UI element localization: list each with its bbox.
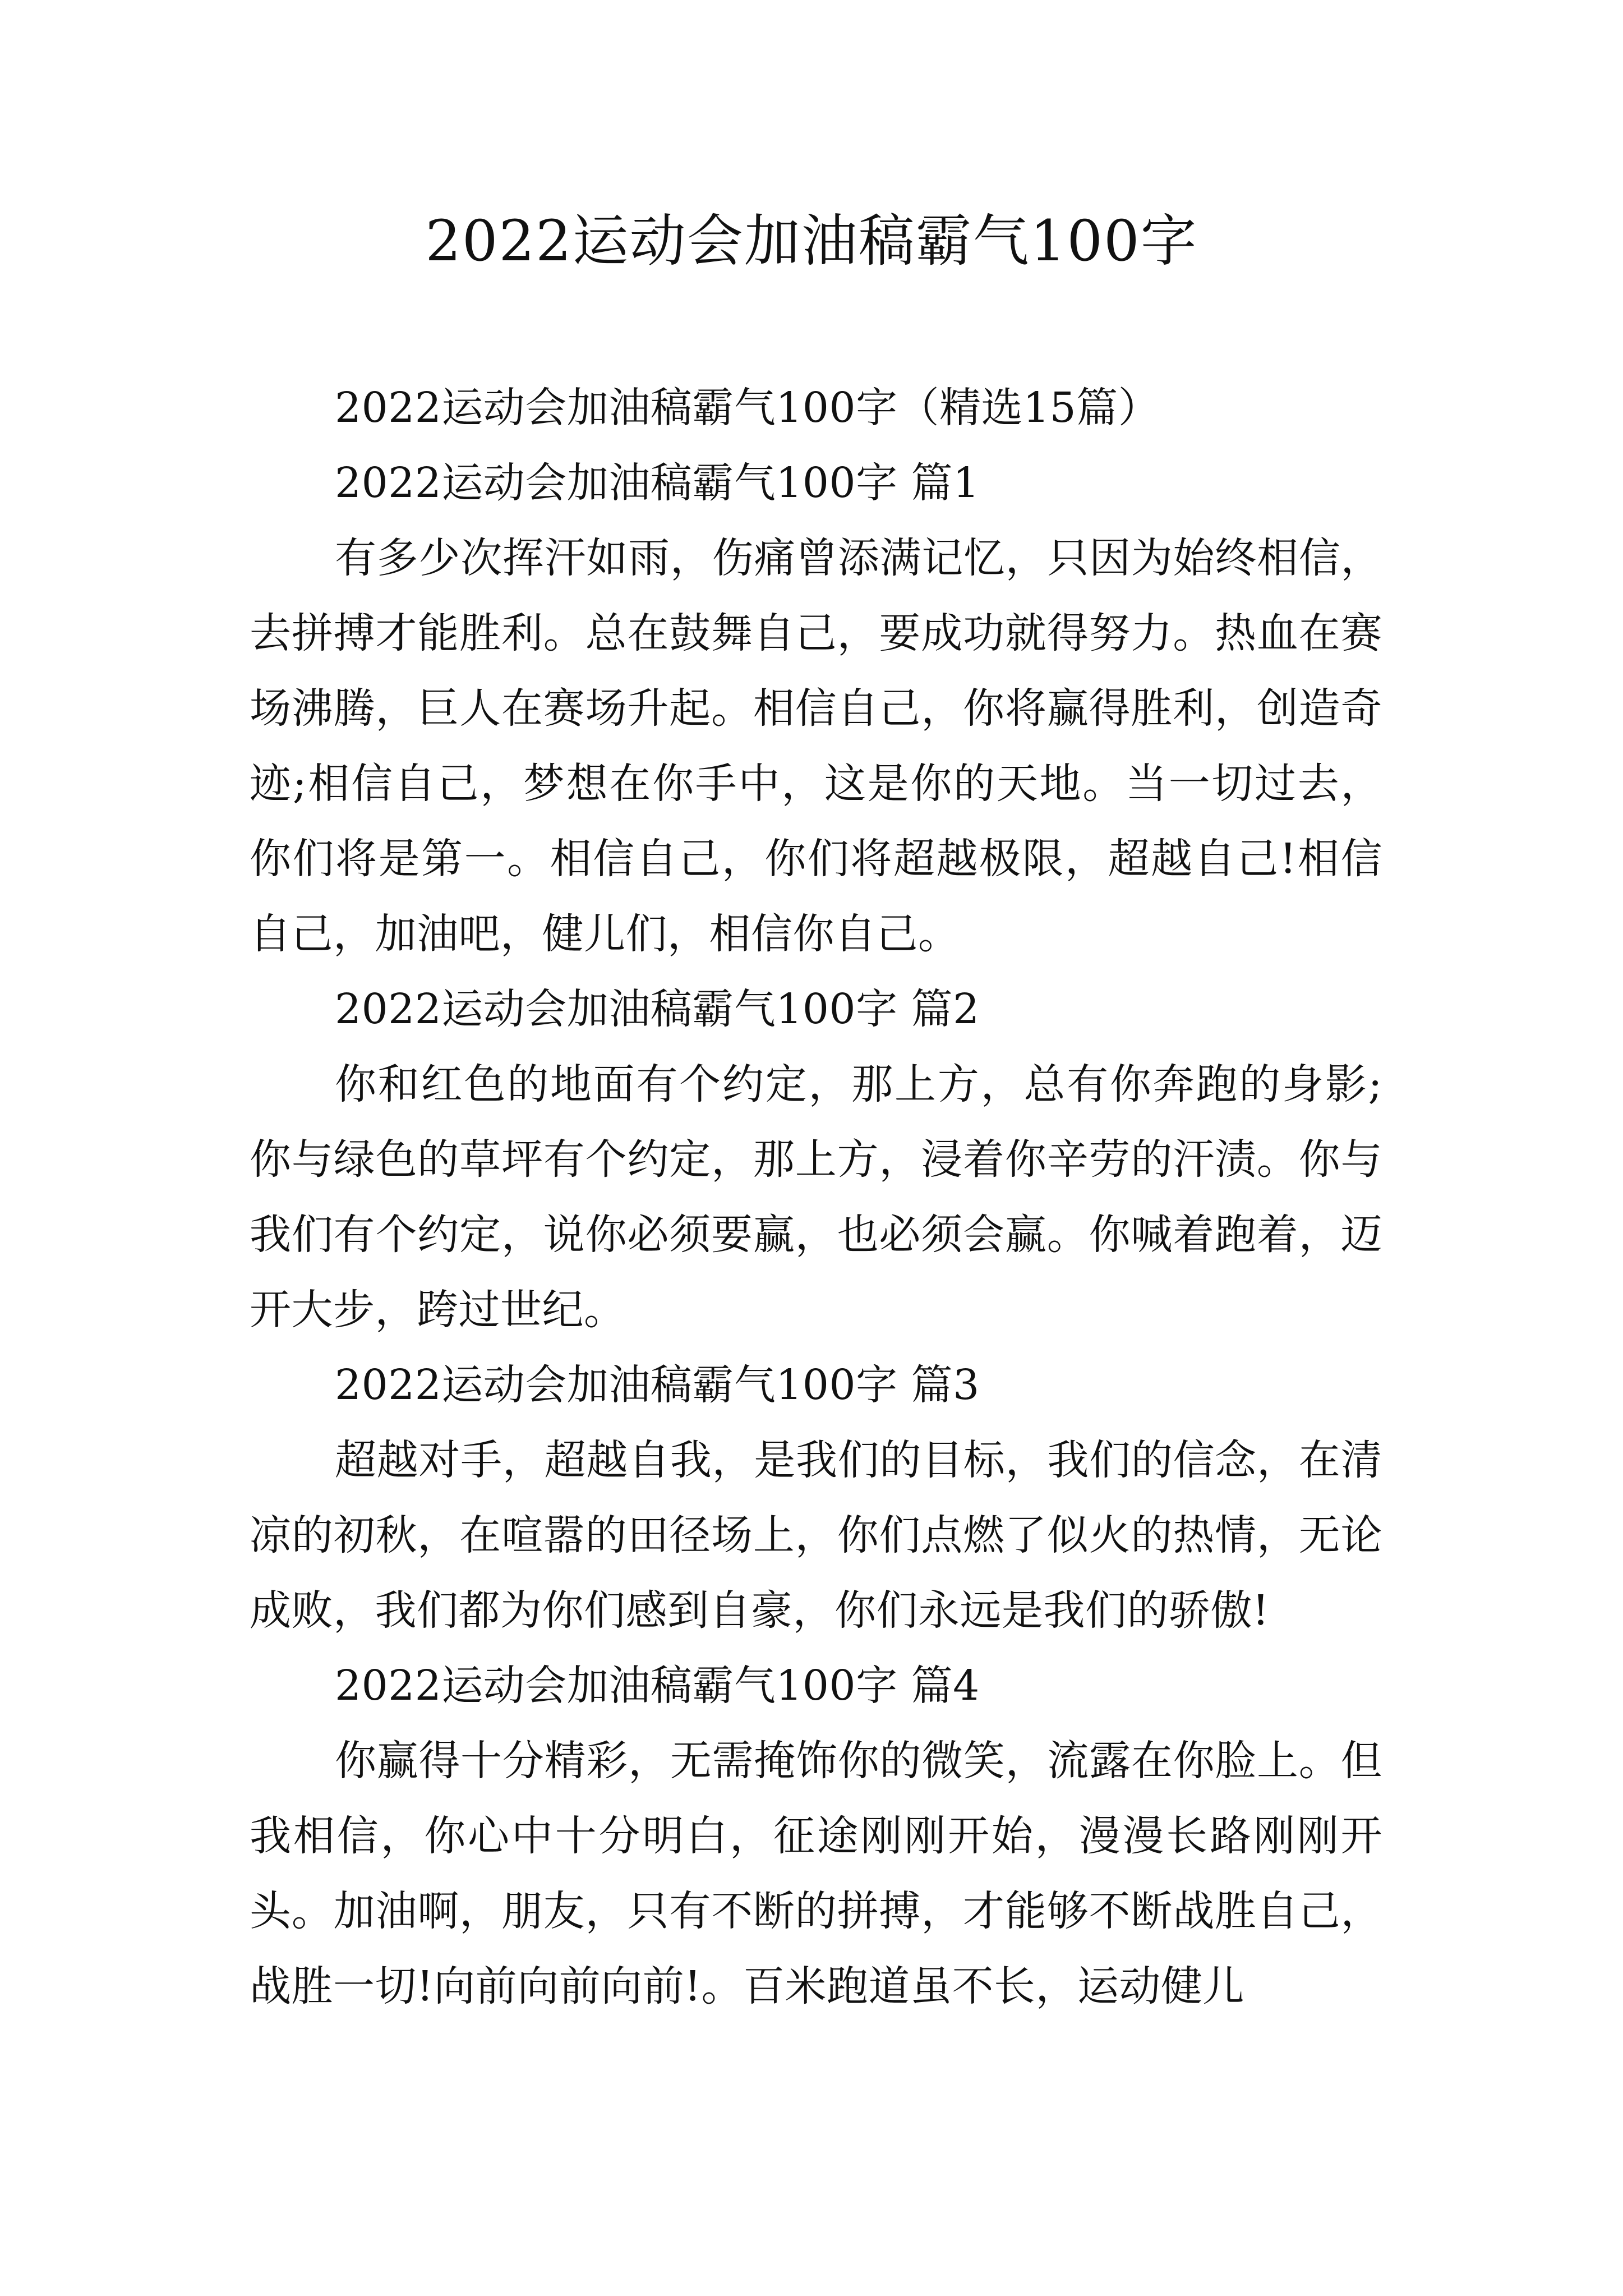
document-body: [250, 370, 1382, 2024]
section-heading-1: 2022运动会加油稿霸气100字 篇1: [335, 459, 980, 507]
subtitle-paragraph: 2022运动会加油稿霸气100字（精选15篇）: [335, 384, 1160, 432]
body-paragraph-1: 有多少次挥汗如雨，伤痛曾添满记忆，只因为始终相信，去拼搏才能胜利。总在鼓舞自己，要成功就得努力。热血在赛场沸腾，巨人在赛场升起。相信自己，你将赢得胜利，创造奇迹;相信自己，梦想在你手中，这是你的天地。当一切过去，你们将是第一。相信自己，你们将超越极限，超越自己!相信自己，加油吧，健儿们，相信你自己。: [250, 534, 1382, 958]
section-heading-2: 2022运动会加油稿霸气100字 篇2: [335, 985, 980, 1033]
section-heading-3: 2022运动会加油稿霸气100字 篇3: [335, 1361, 980, 1409]
section-heading-4: 2022运动会加油稿霸气100字 篇4: [335, 1662, 980, 1710]
body-paragraph-4: 你赢得十分精彩，无需掩饰你的微笑，流露在你脸上。但我相信，你心中十分明白，征途刚刚开始，漫漫长路刚刚开头。加油啊，朋友，只有不断的拼搏，才能够不断战胜自己，战胜一切!向前向前向前!。百米跑道虽不长，运动健儿: [250, 1737, 1382, 2010]
body-paragraph-2: 你和红色的地面有个约定，那上方，总有你奔跑的身影;你与绿色的草坪有个约定，那上方，浸着你辛劳的汗渍。你与我们有个约定，说你必须要赢，也必须会赢。你喊着跑着，迈开大步，跨过世纪。: [250, 1060, 1382, 1334]
document-title: 2022运动会加油稿霸气100字: [425, 208, 1198, 274]
body-paragraph-3: 超越对手，超越自我，是我们的目标，我们的信念，在清凉的初秋，在喧嚣的田径场上，你们点燃了似火的热情，无论成败，我们都为你们感到自豪，你们永远是我们的骄傲!: [250, 1436, 1382, 1635]
